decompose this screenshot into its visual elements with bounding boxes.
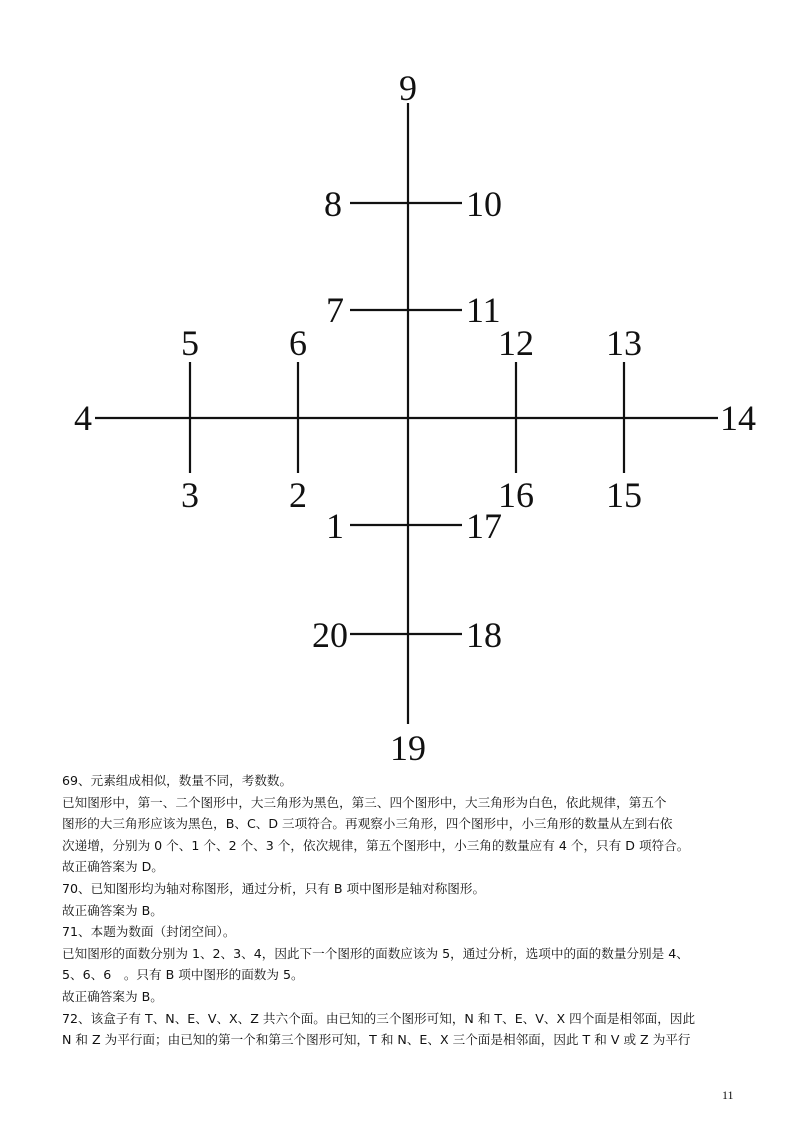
label-14: 14	[720, 398, 756, 438]
label-15: 15	[606, 475, 642, 515]
label-20: 20	[312, 615, 348, 655]
label-6: 6	[289, 323, 307, 363]
text-line-9: 已知图形的面数分别为 1、2、3、4，因此下一个图形的面数应该为 5，通过分析，选项中的面的数量分别是 4、	[62, 945, 689, 961]
label-11: 11	[466, 290, 501, 330]
text-line-2: 已知图形中，第一、二个图形中，大三角形为黑色，第三、四个图形中，大三角形为白色，依此规律，第五个	[62, 794, 667, 810]
text-line-10: 5、6、6 。只有 B 项中图形的面数为 5。	[62, 967, 304, 983]
label-16: 16	[498, 475, 534, 515]
page-number: 11	[722, 1088, 734, 1102]
label-2: 2	[289, 475, 307, 515]
label-1: 1	[326, 506, 344, 546]
text-line-1: 69、元素组成相似，数量不同，考数数。	[62, 773, 293, 788]
text-line-13: N 和 Z 为平行面；由已知的第一个和第三个图形可知，T 和 N、E、X 三个面是相邻面，因此 T 和 V 或 Z 为平行	[62, 1032, 691, 1048]
label-13: 13	[606, 323, 642, 363]
text-line-5: 故正确答案为 D。	[62, 859, 164, 875]
label-17: 17	[466, 506, 502, 546]
text-line-6: 70、已知图形均为轴对称图形，通过分析，只有 B 项中图形是轴对称图形。	[62, 880, 486, 896]
label-7: 7	[326, 290, 344, 330]
text-line-7: 故正确答案为 B。	[62, 902, 163, 918]
text-line-8: 71、本题为数面（封闭空间）。	[62, 924, 236, 940]
text-line-11: 故正确答案为 B。	[62, 988, 163, 1004]
explanation-text	[62, 770, 752, 1051]
text-line-12: 72、该盒子有 T、N、E、V、X、Z 共六个面。由已知的三个图形可知，N 和 T、E、V、X 四个面是相邻面，因此	[62, 1010, 696, 1026]
label-12: 12	[498, 323, 534, 363]
label-4: 4	[74, 398, 92, 438]
label-8: 8	[324, 184, 342, 224]
label-5: 5	[181, 323, 199, 363]
label-18: 18	[466, 615, 502, 655]
label-3: 3	[181, 475, 199, 515]
text-line-4: 次递增，分别为 0 个、1 个、2 个、3 个，依次规律，第五个图形中，小三角的数量应有 4 个，只有 D 项符合。	[62, 837, 690, 853]
label-10: 10	[466, 184, 502, 224]
label-9: 9	[399, 68, 417, 108]
text-line-3: 图形的大三角形应该为黑色，B、C、D 三项符合。再观察小三角形，四个图形中，小三角形的数量从左到右依	[62, 816, 673, 832]
label-19: 19	[390, 728, 426, 768]
